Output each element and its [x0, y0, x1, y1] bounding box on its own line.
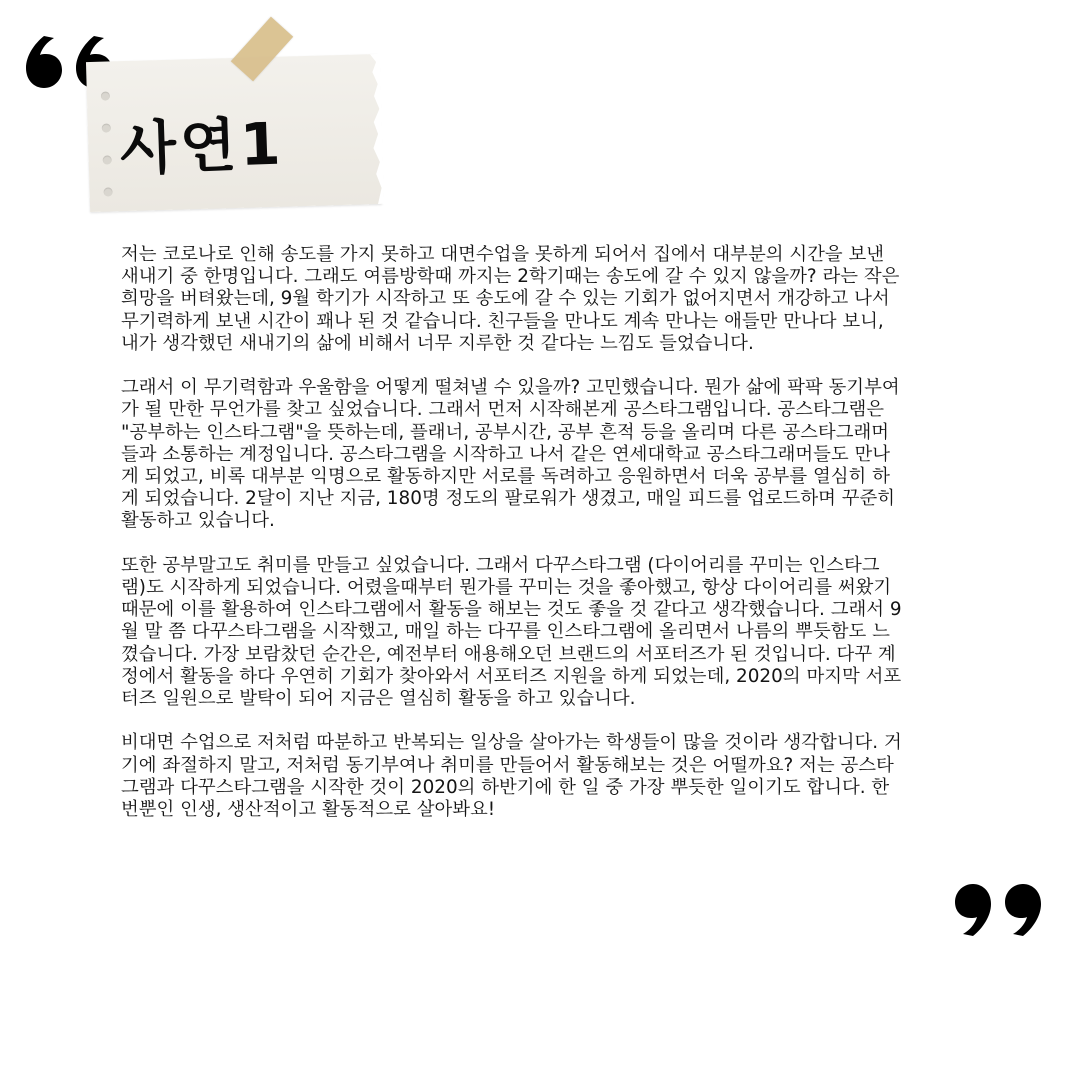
text-line: 때문에 이를 활용하여 인스타그램에서 활동을 해보는 것도 좋을 것 같다고 생각했습니다. 그래서 9 [121, 599, 902, 621]
text-line: 그램과 다꾸스타그램을 시작한 것이 2020의 하반기에 한 일 중 가장 뿌듯한 일이기도 합니다. 한 [121, 776, 890, 798]
close-quote-icon [945, 880, 1045, 944]
text-line: "공부하는 인스타그램"을 뜻하는데, 플래너, 공부시간, 공부 흔적 등을 올리며 다른 공스타그래머 [121, 421, 889, 443]
text-line: 게 되었습니다. 2달이 지난 지금, 180명 정도의 팔로워가 생겼고, 매일 피드를 업로드하며 꾸준히 [121, 488, 896, 510]
text-line: 희망을 버텨왔는데, 9월 학기가 시작하고 또 송도에 갈 수 있는 기회가 없어지면서 개강하고 나서 [121, 288, 890, 310]
text-line: 무기력하게 보낸 시간이 꽤나 된 것 같습니다. 친구들을 만나도 계속 만나는 애들만 만나다 보니, [121, 310, 884, 332]
binder-hole [103, 187, 112, 196]
text-line: 터즈 일원으로 발탁이 되어 지금은 열심히 활동을 하고 있습니다. [121, 688, 636, 710]
torn-edge [370, 54, 384, 204]
text-line: 또한 공부말고도 취미를 만들고 싶었습니다. 그래서 다꾸스타그램 (다이어리를 꾸미는 인스타그 [121, 554, 880, 576]
paragraph-1 [121, 244, 966, 355]
note-title: 사연1 [118, 109, 286, 184]
paragraph-4 [121, 732, 966, 821]
text-line: 내가 생각했던 새내기의 삶에 비해서 너무 지루한 것 같다는 느낌도 들었습니다. [121, 332, 754, 354]
text-line: 활동하고 있습니다. [121, 510, 275, 532]
text-line: 기에 좌절하지 말고, 저처럼 동기부여나 취미를 만들어서 활동해보는 것은 어떨까요? 저는 공스타 [121, 754, 894, 776]
text-line: 게 되었고, 비록 대부분 익명으로 활동하지만 서로를 독려하고 응원하면서 더욱 공부를 열심히 하 [121, 466, 890, 488]
text-line: 정에서 활동을 하다 우연히 기회가 찾아와서 서포터즈 지원을 하게 되었는데, 2020의 마지막 서포 [121, 665, 902, 687]
binder-hole [101, 91, 110, 100]
text-line: 가 될 만한 무언가를 찾고 싶었습니다. 그래서 먼저 시작해본게 공스타그램입니다. 공스타그램은 [121, 399, 885, 421]
binder-hole [103, 155, 112, 164]
text-line: 들과 소통하는 계정입니다. 공스타그램을 시작하고 나서 같은 연세대학교 공스타그래머들도 만나 [121, 443, 891, 465]
paragraph-3 [121, 555, 966, 710]
text-line: 램)도 시작하게 되었습니다. 어렸을때부터 뭔가를 꾸미는 것을 좋아했고, 항상 다이어리를 써왔기 [121, 577, 892, 599]
text-line: 꼈습니다. 가장 보람찼던 순간은, 예전부터 애용해오던 브랜드의 서포터즈가 된 것입니다. 다꾸 계 [121, 643, 896, 665]
paragraph-2 [121, 377, 966, 532]
text-line: 저는 코로나로 인해 송도를 가지 못하고 대면수업을 못하게 되어서 집에서 대부분의 시간을 보낸 [121, 244, 884, 265]
binder-hole [102, 123, 111, 132]
text-line: 비대면 수업으로 저처럼 따분하고 반복되는 일상을 살아가는 학생들이 많을 것이라 생각합니다. 거 [121, 732, 902, 754]
text-line: 번뿐인 인생, 생산적이고 활동적으로 살아봐요! [121, 799, 496, 821]
text-line: 그래서 이 무기력함과 우울함을 어떻게 떨쳐낼 수 있을까? 고민했습니다. 뭔가 삶에 팍팍 동기부여 [121, 377, 900, 399]
text-line: 새내기 중 한명입니다. 그래도 여름방학때 까지는 2학기때는 송도에 갈 수 있지 않을까? 라는 작은 [121, 266, 900, 288]
text-line: 월 말 쯤 다꾸스타그램을 시작했고, 매일 하는 다꾸를 인스타그램에 올리면서 나름의 뿌듯함도 느 [121, 621, 890, 643]
story-text [121, 244, 966, 821]
